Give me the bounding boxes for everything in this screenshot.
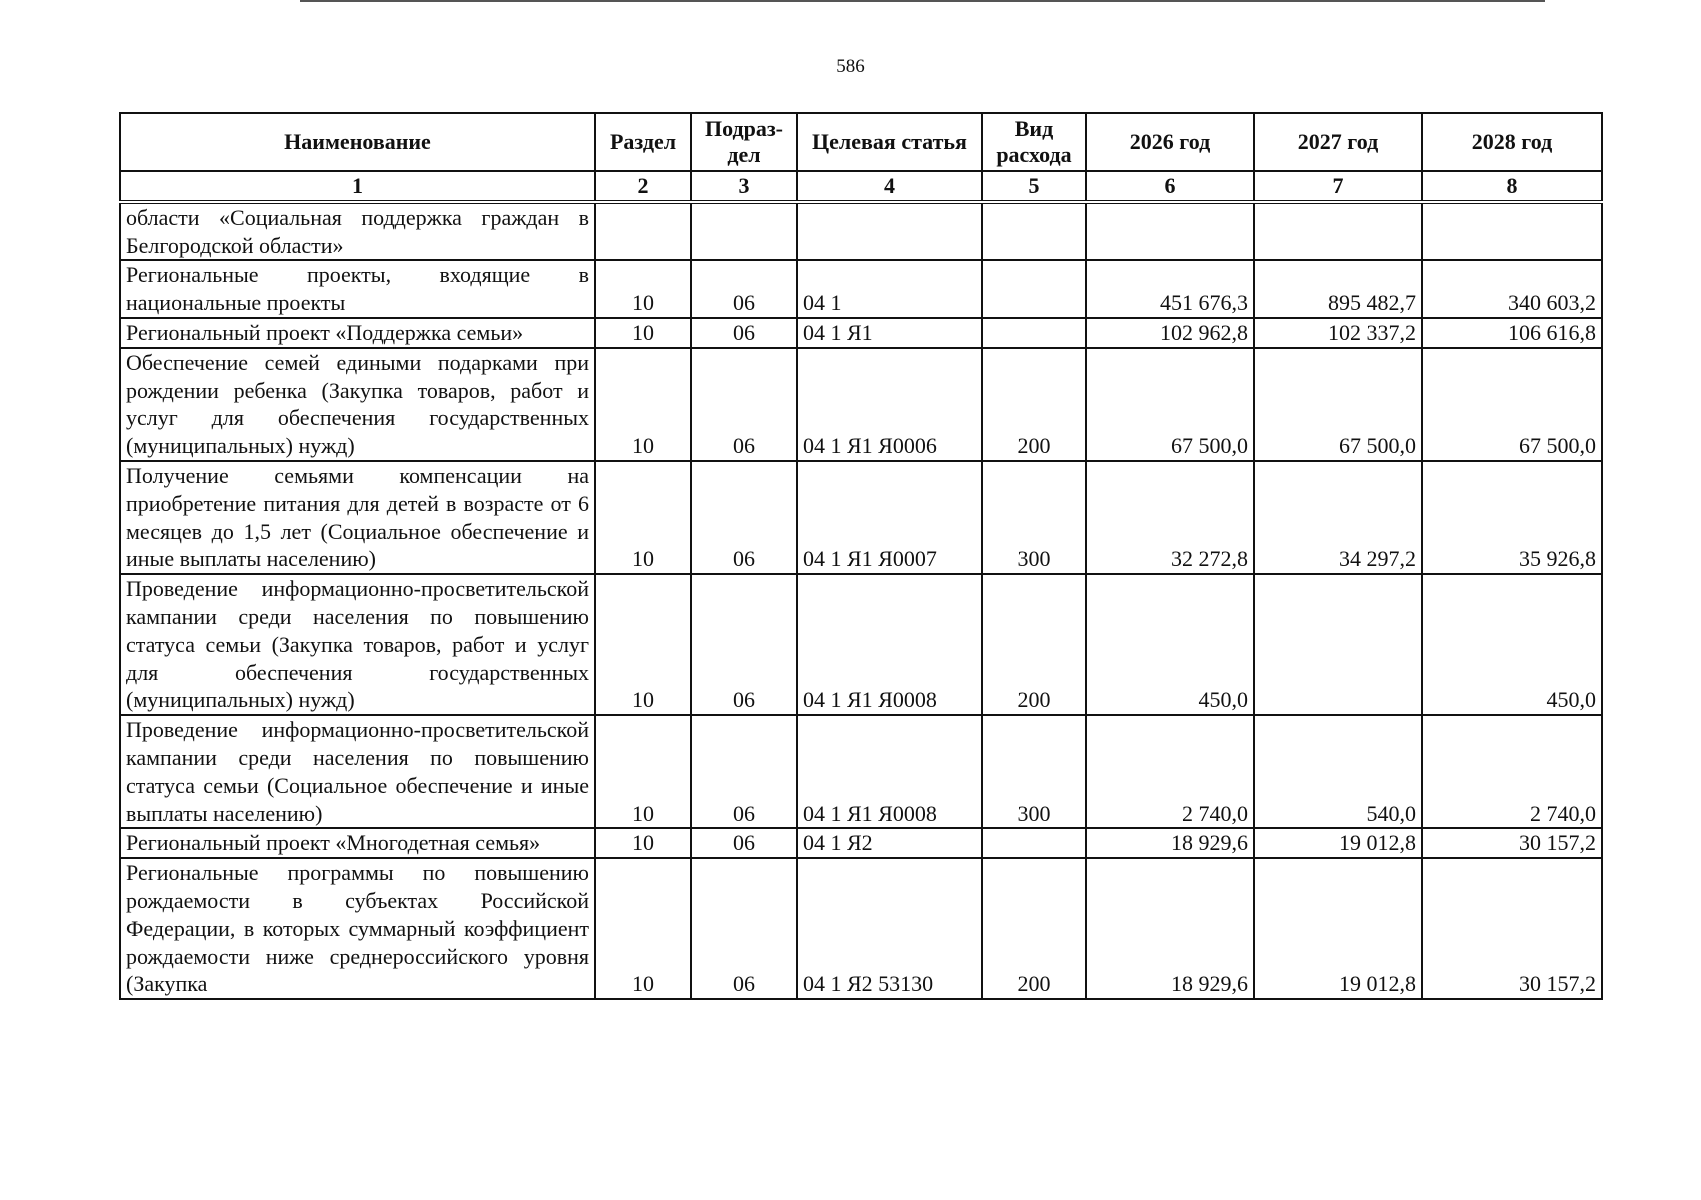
- row-name: области «Социальная поддержка граждан в Белгородской области»: [120, 202, 595, 261]
- row-2026: 450,0: [1086, 574, 1254, 715]
- row-2027: 67 500,0: [1254, 348, 1422, 461]
- row-subsection: 06: [691, 318, 797, 348]
- row-2028: 35 926,8: [1422, 461, 1602, 574]
- row-target-article: 04 1 Я1 Я0008: [797, 574, 982, 715]
- row-2026: 18 929,6: [1086, 858, 1254, 999]
- row-2027: 19 012,8: [1254, 828, 1422, 858]
- row-subsection: 06: [691, 461, 797, 574]
- row-expense-type: 200: [982, 348, 1086, 461]
- row-2026: 102 962,8: [1086, 318, 1254, 348]
- row-name: Региональный проект «Поддержка семьи»: [120, 318, 595, 348]
- row-2026: 32 272,8: [1086, 461, 1254, 574]
- row-subsection: 06: [691, 574, 797, 715]
- header-name: Наименование: [120, 113, 595, 171]
- row-2028: 106 616,8: [1422, 318, 1602, 348]
- header-section: Раздел: [595, 113, 691, 171]
- row-2028: 340 603,2: [1422, 260, 1602, 318]
- column-number: 1: [120, 171, 595, 202]
- row-section: 10: [595, 715, 691, 828]
- row-section: 10: [595, 348, 691, 461]
- row-subsection: 06: [691, 828, 797, 858]
- row-name: Региональные программы по повышению рождаемости в субъектах Российской Федерации, в которых суммарный коэффициент рождаемости ниже среднероссийского уровня (Закупка: [120, 858, 595, 999]
- row-name: Получение семьями компенсации на приобретение питания для детей в возрасте от 6 месяцев до 1,5 лет (Социальное обеспечение и иные выплаты населению): [120, 461, 595, 574]
- row-subsection: 06: [691, 348, 797, 461]
- row-name: Проведение информационно-просветительской кампании среди населения по повышению статуса семьи (Закупка товаров, работ и услуг для обеспечения государственных (муниципальных) нужд): [120, 574, 595, 715]
- row-2026: 18 929,6: [1086, 828, 1254, 858]
- row-target-article: 04 1 Я2 53130: [797, 858, 982, 999]
- table-row: [120, 318, 1602, 348]
- column-number: 5: [982, 171, 1086, 202]
- row-2027: 34 297,2: [1254, 461, 1422, 574]
- header-2026: 2026 год: [1086, 113, 1254, 171]
- row-2026: 2 740,0: [1086, 715, 1254, 828]
- column-number: 3: [691, 171, 797, 202]
- row-target-article: 04 1 Я2: [797, 828, 982, 858]
- row-expense-type: 300: [982, 715, 1086, 828]
- row-target-article: [797, 202, 982, 261]
- row-expense-type: 200: [982, 858, 1086, 999]
- row-2028: 67 500,0: [1422, 348, 1602, 461]
- row-2026: [1086, 202, 1254, 261]
- row-expense-type: 200: [982, 574, 1086, 715]
- row-target-article: 04 1 Я1: [797, 318, 982, 348]
- budget-table: [119, 112, 1603, 1000]
- top-rule: [300, 0, 1545, 2]
- column-number: 7: [1254, 171, 1422, 202]
- row-name: Проведение информационно-просветительской кампании среди населения по повышению статуса семьи (Социальное обеспечение и иные выплаты населению): [120, 715, 595, 828]
- header-target-article: Целевая статья: [797, 113, 982, 171]
- row-2027: 540,0: [1254, 715, 1422, 828]
- row-expense-type: [982, 318, 1086, 348]
- row-2028: 2 740,0: [1422, 715, 1602, 828]
- row-subsection: 06: [691, 715, 797, 828]
- page-number: 586: [836, 56, 865, 77]
- row-section: 10: [595, 858, 691, 999]
- table-row: [120, 348, 1602, 461]
- row-2027: [1254, 202, 1422, 261]
- row-2028: 30 157,2: [1422, 858, 1602, 999]
- row-name: Региональный проект «Многодетная семья»: [120, 828, 595, 858]
- header-2027: 2027 год: [1254, 113, 1422, 171]
- row-target-article: 04 1 Я1 Я0008: [797, 715, 982, 828]
- row-2028: 30 157,2: [1422, 828, 1602, 858]
- table-row: [120, 202, 1602, 261]
- row-section: 10: [595, 260, 691, 318]
- table-row: [120, 260, 1602, 318]
- table-row: [120, 574, 1602, 715]
- row-2027: 102 337,2: [1254, 318, 1422, 348]
- table-row: [120, 828, 1602, 858]
- row-name: Обеспечение семей едиными подарками при рождении ребенка (Закупка товаров, работ и услуг для обеспечения государственных (муниципальных) нужд): [120, 348, 595, 461]
- row-2028: 450,0: [1422, 574, 1602, 715]
- row-2027: [1254, 574, 1422, 715]
- table-row: [120, 461, 1602, 574]
- row-2026: 451 676,3: [1086, 260, 1254, 318]
- row-2027: 895 482,7: [1254, 260, 1422, 318]
- row-target-article: 04 1 Я1 Я0007: [797, 461, 982, 574]
- table-row: [120, 858, 1602, 999]
- table-row: [120, 715, 1602, 828]
- row-expense-type: [982, 202, 1086, 261]
- column-number: 4: [797, 171, 982, 202]
- row-expense-type: 300: [982, 461, 1086, 574]
- header-2028: 2028 год: [1422, 113, 1602, 171]
- row-subsection: 06: [691, 858, 797, 999]
- header-subsection: Подраз- дел: [691, 113, 797, 171]
- column-number-row: [120, 171, 1602, 202]
- header-expense-type: Вид расхода: [982, 113, 1086, 171]
- column-number: 6: [1086, 171, 1254, 202]
- row-expense-type: [982, 260, 1086, 318]
- row-target-article: 04 1 Я1 Я0006: [797, 348, 982, 461]
- row-section: 10: [595, 828, 691, 858]
- row-section: [595, 202, 691, 261]
- row-expense-type: [982, 828, 1086, 858]
- row-subsection: [691, 202, 797, 261]
- row-2028: [1422, 202, 1602, 261]
- column-number: 2: [595, 171, 691, 202]
- row-subsection: 06: [691, 260, 797, 318]
- row-2027: 19 012,8: [1254, 858, 1422, 999]
- header-row: [120, 113, 1602, 171]
- row-2026: 67 500,0: [1086, 348, 1254, 461]
- row-section: 10: [595, 318, 691, 348]
- column-number: 8: [1422, 171, 1602, 202]
- row-name: Региональные проекты, входящие в национальные проекты: [120, 260, 595, 318]
- row-target-article: 04 1: [797, 260, 982, 318]
- row-section: 10: [595, 574, 691, 715]
- row-section: 10: [595, 461, 691, 574]
